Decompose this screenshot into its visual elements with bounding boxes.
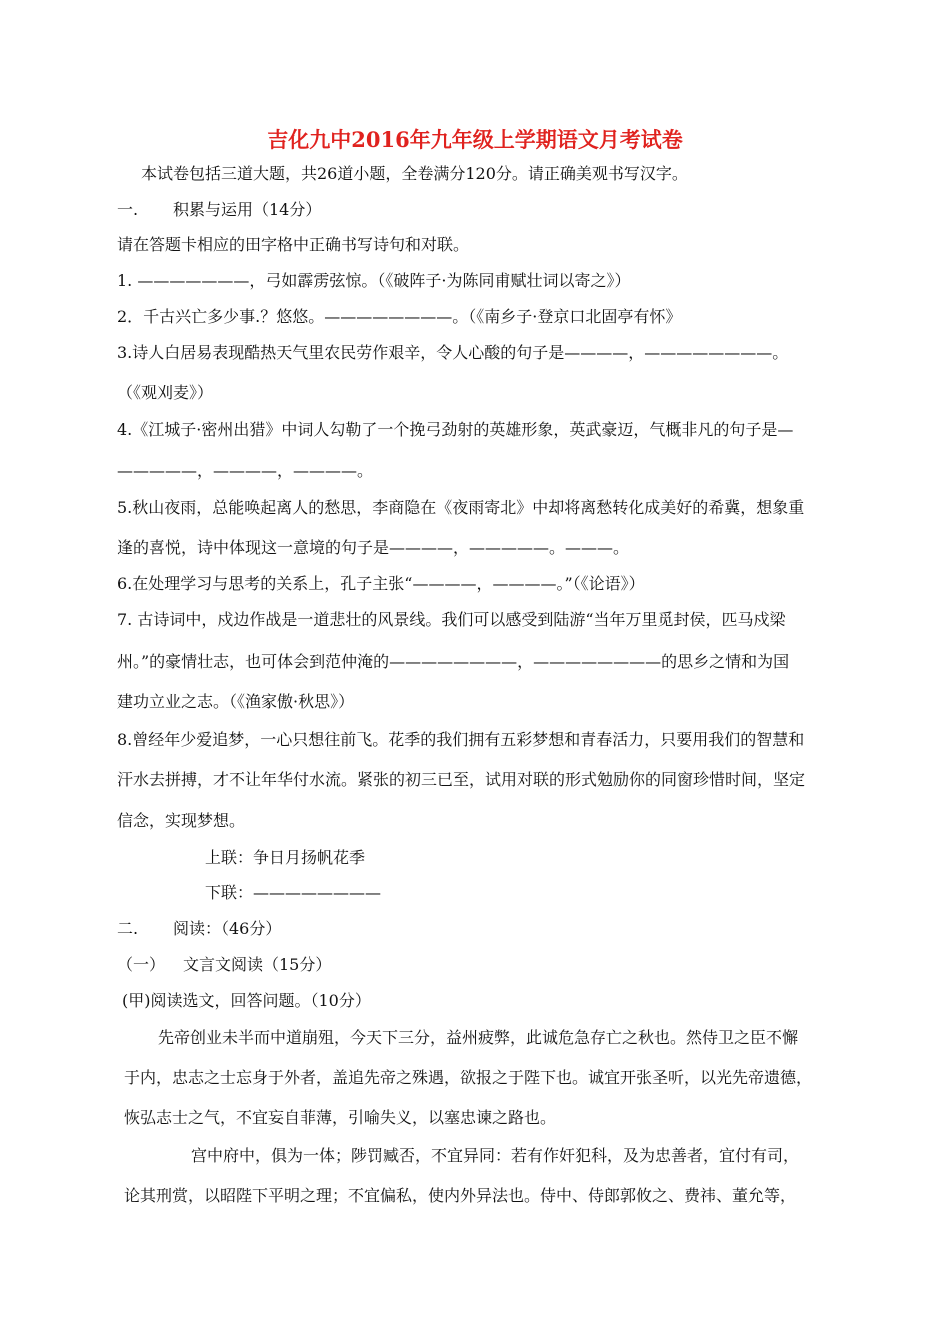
section-one-heading: 积累与运用（14分）	[173, 200, 322, 219]
instruction-text: 请在答题卡相应的田字格中正确书写诗句和对联。	[117, 235, 470, 254]
passage-p1-line-3: 恢弘志士之气，不宜妄自菲薄，引喻失义，以塞忠谏之路也。	[124, 1108, 557, 1127]
question-7-line-2: 州。”的豪情壮志，也可体会到范仲淹的————————，————————的思乡之情和为国	[117, 652, 790, 671]
passage-p2-line-2: 论其刑赏，以昭陛下平明之理；不宜偏私，使内外异法也。侍中、侍郎郭攸之、费祎、董允等，	[124, 1186, 797, 1205]
passage-p1-line-2: 于内，忠志之士忘身于外者，盖追先帝之殊遇，欲报之于陛下也。诚宜开张圣听，以光先帝遗德，	[124, 1068, 813, 1087]
question-6: 6.在处理学习与思考的关系上，孔子主张“————，————。”（《论语》）	[117, 574, 645, 593]
question-5-line-2: 逢的喜悦，诗中体现这一意境的句子是————，—————。———。	[117, 538, 630, 557]
couplet-upper: 上联：争日月扬帆花季	[205, 848, 366, 867]
question-3-line-1: 3.诗人白居易表现酷热天气里农民劳作艰辛，令人心酸的句子是————，————————。	[117, 343, 789, 362]
question-8-line-1: 8.曾经年少爱追梦，一心只想往前飞。花季的我们拥有五彩梦想和青春活力，只要用我们的智慧和	[117, 730, 805, 749]
subsection-one-heading: 文言文阅读（15分）	[183, 955, 332, 974]
question-1: 1. ———————，弓如霹雳弦惊。（《破阵子·为陈同甫赋壮词以寄之》）	[117, 271, 631, 290]
question-7-line-3: 建功立业之志。（《渔家傲·秋思》）	[117, 692, 355, 711]
question-5-line-1: 5.秋山夜雨，总能唤起离人的愁思，李商隐在《夜雨寄北》中却将离愁转化成美好的希冀，想象重	[117, 498, 805, 517]
passage-p2-line-1: 宫中府中，俱为一体；陟罚臧否，不宜异同：若有作奸犯科，及为忠善者，宜付有司，	[191, 1146, 800, 1165]
couplet-lower: 下联：————————	[205, 883, 382, 902]
subsection-one-number: （一）	[117, 955, 166, 974]
question-4-line-1: 4.《江城子·密州出猎》中词人勾勒了一个挽弓劲射的英雄形象，英武豪迈，气概非凡的句子是—	[117, 420, 794, 439]
question-8-line-2: 汗水去拼搏，才不让年华付水流。紧张的初三已至，试用对联的形式勉励你的同窗珍惜时间，坚定	[117, 770, 806, 789]
question-8-line-3: 信念，实现梦想。	[117, 811, 246, 830]
page-title: 吉化九中2016年九年级上学期语文月考试卷	[267, 127, 683, 152]
part-a-instruction: (甲)阅读选文，回答问题。（10分）	[122, 991, 371, 1010]
question-7-line-1: 7. 古诗词中，戍边作战是一道悲壮的风景线。我们可以感受到陆游“当年万里觅封侯，匹马戍梁	[117, 610, 786, 629]
intro-text: 本试卷包括三道大题，共26道小题，全卷满分120分。请正确美观书写汉字。	[141, 164, 688, 183]
question-2: 2．千古兴亡多少事.？悠悠。————————。（《南乡子·登京口北固亭有怀》	[117, 307, 682, 326]
question-3-line-2: （《观刈麦》）	[117, 383, 214, 402]
passage-p1-line-1: 先帝创业未半而中道崩殂，今天下三分，益州疲弊，此诚危急存亡之秋也。然侍卫之臣不懈	[158, 1028, 799, 1047]
section-two-heading: 阅读：（46分）	[173, 919, 282, 938]
question-4-line-2: —————，————，————。	[117, 461, 374, 480]
section-two-number: 二.	[117, 919, 139, 938]
section-one-number: 一.	[117, 200, 139, 219]
